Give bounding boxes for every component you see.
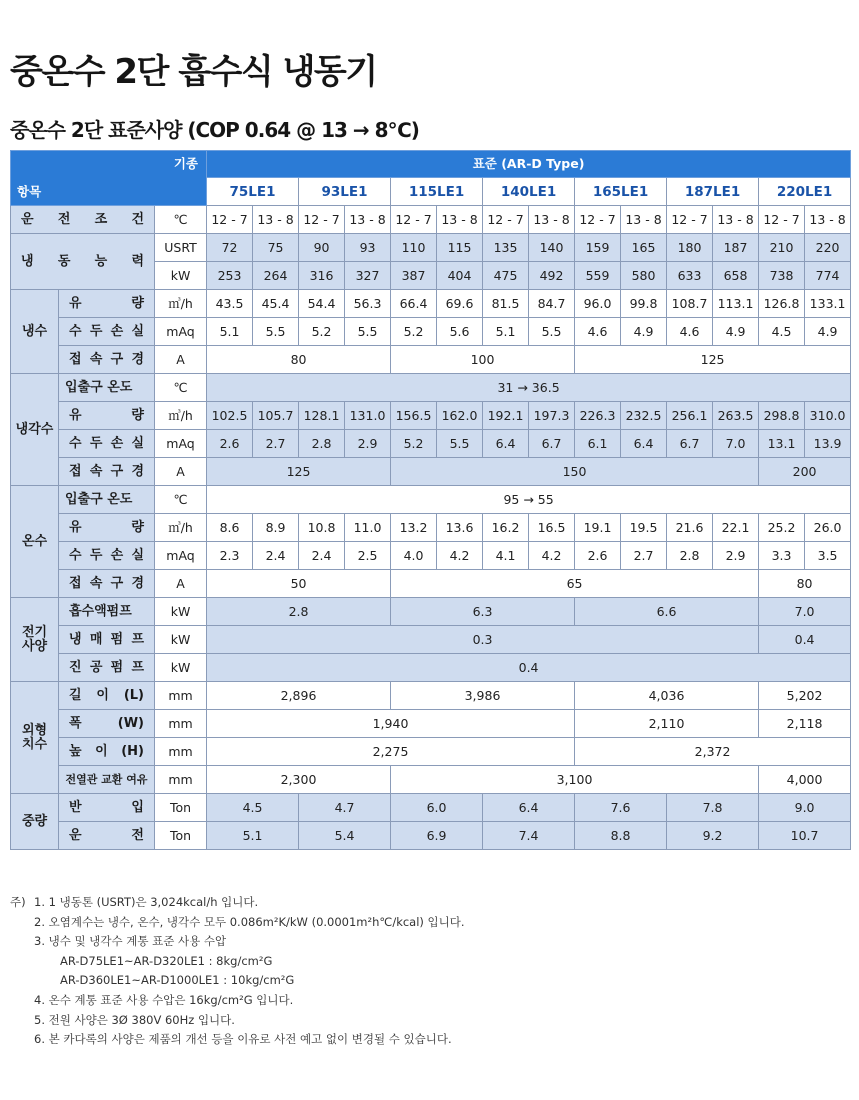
table-cell: 6.3 [391,598,575,626]
row-item: 접 속 구 경 [59,346,155,374]
table-cell: 22.1 [713,514,759,542]
table-row [11,402,851,430]
table-cell: 150 [391,458,759,486]
table-cell: 9.0 [759,794,851,822]
table-cell: 264 [253,262,299,290]
table-cell: 2.9 [345,430,391,458]
table-cell: 113.1 [713,290,759,318]
note-text: 3. 냉수 및 냉각수 계통 표준 사용 수압 [34,934,227,949]
row-unit: kW [155,626,207,654]
table-row [11,598,851,626]
table-cell: 2,110 [575,710,759,738]
table-row [11,738,851,766]
row-unit: Ton [155,822,207,850]
row-category: 운 전 조 건 [11,206,155,234]
table-cell: 1,940 [207,710,575,738]
table-cell: 4.6 [575,318,621,346]
table-row [11,570,851,598]
row-item: 수 두 손 실 [59,430,155,458]
table-cell: 200 [759,458,851,486]
table-cell: 559 [575,262,621,290]
table-cell: 387 [391,262,437,290]
table-cell: 327 [345,262,391,290]
table-cell: 125 [207,458,391,486]
table-cell: 5.1 [483,318,529,346]
table-cell: 50 [207,570,391,598]
row-item: 반 입 [59,794,155,822]
row-item: 입출구 온도 [59,374,155,402]
table-cell: 13.9 [805,430,851,458]
note-text: 5. 전원 사양은 3Ø 380V 60Hz 입니다. [34,1012,235,1027]
table-cell: 80 [759,570,851,598]
table-cell: 4.5 [207,794,299,822]
row-unit: USRT [155,234,207,262]
table-cell: 5.2 [391,430,437,458]
table-row [11,346,851,374]
row-unit: mAq [155,318,207,346]
table-cell: 5.5 [529,318,575,346]
table-cell: 310.0 [805,402,851,430]
table-cell: 4.2 [437,542,483,570]
table-row [11,710,851,738]
table-cell: 56.3 [345,290,391,318]
row-category: 온수 [11,486,59,598]
table-cell: 2,300 [207,766,391,794]
table-cell: 81.5 [483,290,529,318]
table-cell: 3.3 [759,542,805,570]
table-cell: 5.2 [299,318,345,346]
table-cell: 7.4 [483,822,575,850]
table-cell: 131.0 [345,402,391,430]
table-cell: 6.7 [529,430,575,458]
row-item: 접 속 구 경 [59,458,155,486]
table-row [11,514,851,542]
row-unit: kW [155,262,207,290]
table-cell: 2.4 [299,542,345,570]
table-cell: 6.4 [483,794,575,822]
row-category: 중량 [11,794,59,850]
row-unit: mAq [155,430,207,458]
row-item: 냉 매 펌 프 [59,626,155,654]
table-cell: 2,118 [759,710,851,738]
table-cell: 12 - 7 [299,206,345,234]
table-cell: 4.6 [667,318,713,346]
table-row [11,374,851,402]
table-cell: 4.5 [759,318,805,346]
table-cell: 4.9 [713,318,759,346]
table-cell: 253 [207,262,253,290]
note-text: 2. 오염계수는 냉수, 온수, 냉각수 모두 0.086m²K/kW (0.0001m²h℃/kcal) 입니다. [34,914,465,929]
table-cell: 475 [483,262,529,290]
row-category: 냉수 [11,290,59,374]
table-cell: 13 - 8 [437,206,483,234]
note-text: AR-D75LE1~AR-D320LE1 : 8kg/cm²G [60,953,273,968]
table-cell: 12 - 7 [207,206,253,234]
table-cell: 84.7 [529,290,575,318]
table-cell: 66.4 [391,290,437,318]
row-unit: ℃ [155,206,207,234]
row-unit: A [155,570,207,598]
row-item: 흡수액펌프 [59,598,155,626]
table-cell: 2.4 [253,542,299,570]
table-cell: 13 - 8 [253,206,299,234]
table-cell: 12 - 7 [483,206,529,234]
table-cell: 5.6 [437,318,483,346]
table-cell: 4,036 [575,682,759,710]
table-cell: 75 [253,234,299,262]
table-cell: 5.2 [391,318,437,346]
table-cell: 102.5 [207,402,253,430]
table-cell: 0.3 [207,626,759,654]
table-cell: 16.5 [529,514,575,542]
row-category: 외형 치수 [11,682,59,794]
model-header: 165LE1 [575,178,667,206]
note-line [10,971,850,991]
table-cell: 192.1 [483,402,529,430]
table-cell: 80 [207,346,391,374]
table-cell: 13 - 8 [713,206,759,234]
table-cell: 8.9 [253,514,299,542]
row-category: 냉 동 능 력 [11,234,155,290]
row-unit: mm [155,738,207,766]
row-unit: ㎥/h [155,514,207,542]
header-model-label: 기종 [173,156,199,171]
notes-label: 주) [10,895,26,909]
table-cell: 108.7 [667,290,713,318]
table-cell: 2.7 [621,542,667,570]
table-cell: 19.1 [575,514,621,542]
row-item: 입출구 온도 [59,486,155,514]
page-title: 중온수 2단 흡수식 냉동기 [10,52,377,92]
table-row [11,542,851,570]
table-row [11,626,851,654]
table-cell: 5.5 [253,318,299,346]
table-cell: 13 - 8 [345,206,391,234]
row-category: 전기 사양 [11,598,59,682]
table-cell: 96.0 [575,290,621,318]
table-cell: 404 [437,262,483,290]
row-unit: ℃ [155,374,207,402]
table-cell: 6.9 [391,822,483,850]
table-cell: 165 [621,234,667,262]
table-cell: 10.8 [299,514,345,542]
table-cell: 5.5 [437,430,483,458]
row-unit: kW [155,598,207,626]
table-cell: 2.8 [667,542,713,570]
table-row [11,206,851,234]
table-cell: 110 [391,234,437,262]
table-cell: 6.1 [575,430,621,458]
row-unit: mm [155,766,207,794]
table-cell: 298.8 [759,402,805,430]
table-cell: 4.7 [299,794,391,822]
table-cell: 5.5 [345,318,391,346]
table-cell: 2.9 [713,542,759,570]
table-cell: 133.1 [805,290,851,318]
table-row [11,234,851,262]
row-item: 접 속 구 경 [59,570,155,598]
table-cell: 3.5 [805,542,851,570]
row-item: 높 이 (H) [59,738,155,766]
table-cell: 658 [713,262,759,290]
row-item: 진 공 펌 프 [59,654,155,682]
table-cell: 10.7 [759,822,851,850]
table-cell: 8.8 [575,822,667,850]
row-unit: mm [155,682,207,710]
table-cell: 7.0 [713,430,759,458]
table-cell: 220 [805,234,851,262]
table-cell: 263.5 [713,402,759,430]
table-cell: 43.5 [207,290,253,318]
table-cell: 4,000 [759,766,851,794]
header-item-label: 항목 [17,184,42,199]
row-item: 수 두 손 실 [59,542,155,570]
table-cell: 31 → 36.5 [207,374,851,402]
table-cell: 8.6 [207,514,253,542]
table-cell: 93 [345,234,391,262]
table-cell: 4.0 [391,542,437,570]
table-cell: 69.6 [437,290,483,318]
table-cell: 26.0 [805,514,851,542]
table-cell: 9.2 [667,822,759,850]
table-cell: 100 [391,346,575,374]
table-cell: 3,100 [391,766,759,794]
table-cell: 72 [207,234,253,262]
table-cell: 2.3 [207,542,253,570]
table-cell: 140 [529,234,575,262]
model-header: 140LE1 [483,178,575,206]
table-cell: 12 - 7 [759,206,805,234]
row-unit: A [155,346,207,374]
row-item: 운 전 [59,822,155,850]
table-cell: 5.1 [207,318,253,346]
model-header: 220LE1 [759,178,851,206]
table-cell: 7.8 [667,794,759,822]
table-row [11,486,851,514]
row-unit: Ton [155,794,207,822]
table-cell: 13.2 [391,514,437,542]
table-cell: 580 [621,262,667,290]
table-cell: 6.0 [391,794,483,822]
row-item: 유 량 [59,514,155,542]
table-cell: 19.5 [621,514,667,542]
table-row [11,318,851,346]
table-cell: 2,372 [575,738,851,766]
row-unit: kW [155,654,207,682]
table-cell: 256.1 [667,402,713,430]
row-item: 전열관 교환 여유 [59,766,155,794]
table-cell: 738 [759,262,805,290]
table-cell: 11.0 [345,514,391,542]
table-cell: 197.3 [529,402,575,430]
table-cell: 2.8 [207,598,391,626]
note-text: 6. 본 카다록의 사양은 제품의 개선 등을 이유로 사전 예고 없이 변경될 수 있습니다. [34,1032,452,1047]
model-header: 187LE1 [667,178,759,206]
table-cell: 125 [575,346,851,374]
table-cell: 6.4 [621,430,667,458]
table-cell: 12 - 7 [391,206,437,234]
table-row [11,822,851,850]
note-line [10,932,850,952]
table-cell: 65 [391,570,759,598]
table-cell: 13 - 8 [529,206,575,234]
table-cell: 5,202 [759,682,851,710]
row-unit: A [155,458,207,486]
note-line [10,913,850,933]
note-line [10,991,850,1011]
table-cell: 25.2 [759,514,805,542]
row-item: 유 량 [59,290,155,318]
table-row [11,458,851,486]
table-cell: 13 - 8 [621,206,667,234]
model-header: 93LE1 [299,178,391,206]
table-cell: 5.4 [299,822,391,850]
table-cell: 2.6 [575,542,621,570]
table-row [11,766,851,794]
row-category: 냉각수 [11,374,59,486]
table-row [11,290,851,318]
row-unit: mAq [155,542,207,570]
header-group: 표준 (AR-D Type) [207,151,851,178]
table-cell: 7.6 [575,794,667,822]
table-cell: 232.5 [621,402,667,430]
table-cell: 210 [759,234,805,262]
table-cell: 492 [529,262,575,290]
table-cell: 45.4 [253,290,299,318]
table-cell: 4.1 [483,542,529,570]
table-cell: 6.4 [483,430,529,458]
table-cell: 6.7 [667,430,713,458]
table-cell: 21.6 [667,514,713,542]
table-cell: 16.2 [483,514,529,542]
note-line [10,1011,850,1031]
note-line [10,1030,850,1050]
table-cell: 159 [575,234,621,262]
table-cell: 115 [437,234,483,262]
row-item: 길 이 (L) [59,682,155,710]
page-subtitle: 중온수 2단 표준사양 (COP 0.64 @ 13 → 8℃) [10,118,419,142]
table-cell: 135 [483,234,529,262]
table-cell: 12 - 7 [575,206,621,234]
table-cell: 3,986 [391,682,575,710]
table-cell: 13.6 [437,514,483,542]
row-item: 수 두 손 실 [59,318,155,346]
model-header: 75LE1 [207,178,299,206]
table-cell: 226.3 [575,402,621,430]
header-corner [11,151,207,206]
table-cell: 156.5 [391,402,437,430]
table-cell: 4.2 [529,542,575,570]
table-cell: 2.8 [299,430,345,458]
row-unit: ℃ [155,486,207,514]
row-unit: ㎥/h [155,290,207,318]
notes [10,893,850,1050]
table-cell: 187 [713,234,759,262]
note-line [10,952,850,972]
spec-table [10,150,851,850]
table-cell: 4.9 [621,318,667,346]
row-unit: mm [155,710,207,738]
table-cell: 2,275 [207,738,575,766]
table-cell: 12 - 7 [667,206,713,234]
table-row [11,654,851,682]
table-cell: 13.1 [759,430,805,458]
row-item: 유 량 [59,402,155,430]
table-row [11,430,851,458]
table-cell: 2,896 [207,682,391,710]
row-unit: ㎥/h [155,402,207,430]
table-cell: 2.5 [345,542,391,570]
table-cell: 5.1 [207,822,299,850]
table-cell: 0.4 [759,626,851,654]
table-cell: 13 - 8 [805,206,851,234]
note-line [10,893,850,913]
table-cell: 316 [299,262,345,290]
table-cell: 0.4 [207,654,851,682]
table-cell: 90 [299,234,345,262]
table-cell: 2.7 [253,430,299,458]
table-cell: 105.7 [253,402,299,430]
table-cell: 95 → 55 [207,486,851,514]
table-row [11,794,851,822]
row-item: 폭 (W) [59,710,155,738]
note-text: AR-D360LE1~AR-D1000LE1 : 10kg/cm²G [60,973,295,988]
table-cell: 774 [805,262,851,290]
model-header: 115LE1 [391,178,483,206]
table-row [11,682,851,710]
note-text: 1. 1 냉동톤 (USRT)은 3,024kcal/h 입니다. [34,895,259,909]
table-cell: 54.4 [299,290,345,318]
note-text: 4. 온수 계통 표준 사용 수압은 16kg/cm²G 입니다. [34,992,294,1007]
table-cell: 99.8 [621,290,667,318]
table-cell: 2.6 [207,430,253,458]
table-cell: 633 [667,262,713,290]
table-cell: 162.0 [437,402,483,430]
table-cell: 180 [667,234,713,262]
table-cell: 7.0 [759,598,851,626]
table-cell: 128.1 [299,402,345,430]
table-cell: 6.6 [575,598,759,626]
table-cell: 4.9 [805,318,851,346]
table-cell: 126.8 [759,290,805,318]
